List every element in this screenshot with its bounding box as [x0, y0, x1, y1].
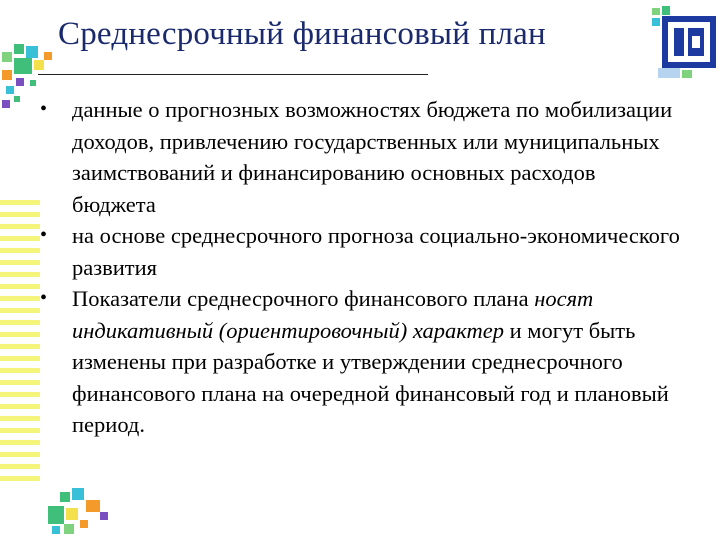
- bullet-text: данные о прогнозных возможностях бюджета по мобилизации доходов, привлечению государственных или муниципальных заимствований и финансированию основных расходов бюджета: [72, 97, 673, 217]
- bullet-icon: •: [40, 98, 48, 120]
- list-item: [40, 94, 680, 220]
- list-item: [40, 283, 680, 441]
- bullet-text-end: и могут быть изменены при разработке и утверждении среднесрочного финансового плана на очередной финансовый год и плановый период.: [72, 317, 669, 437]
- bullet-icon: •: [40, 287, 48, 309]
- bullet-text-start: Показатели среднесрочного финансового плана: [72, 286, 535, 311]
- bullet-icon: •: [40, 224, 48, 246]
- title-underline: [38, 74, 428, 75]
- bullet-text: на основе среднесрочного прогноза социально-экономического развития: [72, 223, 680, 280]
- bullet-text-italic: носят индикативный (ориентировочный) характер: [72, 286, 594, 343]
- logo-emblem-icon: [652, 6, 718, 82]
- decorative-stripes: [0, 200, 40, 500]
- list-item: [40, 220, 680, 283]
- page-title: Среднесрочный финансовый план: [58, 16, 546, 52]
- bullet-list: [40, 94, 680, 441]
